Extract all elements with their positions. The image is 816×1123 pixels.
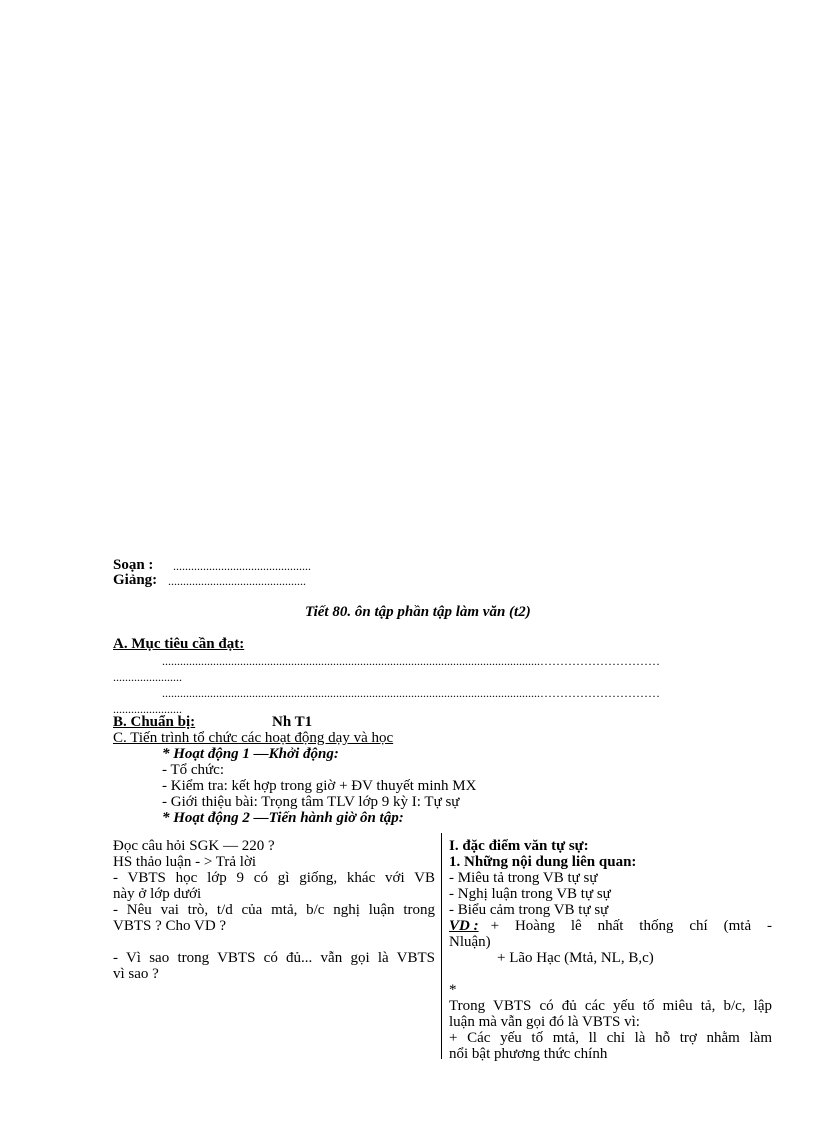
section-b-heading: B. Chuẩn bị: bbox=[113, 714, 196, 730]
section-a-line1-cont: ....................... bbox=[113, 670, 182, 684]
left-line-6: VBTS ? Cho VD ? bbox=[113, 918, 227, 934]
left-line-5: - Nêu vai trò, t/d của mtả, b/c nghị luận trong bbox=[113, 902, 435, 918]
soan-dots: .............................................. bbox=[173, 559, 311, 573]
right-line-6: Trong VBTS có đủ các yếu tố miêu tả, b/c, lập bbox=[449, 998, 772, 1014]
activity-1-item-2: - Kiểm tra: kết hợp trong giờ + ĐV thuyết minh MX bbox=[162, 778, 477, 794]
left-line-7: - Vì sao trong VBTS có đủ... vẫn gọi là VBTS bbox=[113, 950, 435, 966]
section-a-heading: A. Mục tiêu cần đạt: bbox=[113, 636, 245, 652]
right-line-4: Nluận) bbox=[449, 934, 491, 950]
section-a-line2-cont: ....................... bbox=[113, 702, 182, 716]
page-title: Tiết 80. ôn tập phần tập làm văn (t2) bbox=[305, 604, 531, 620]
section-b-note: Nh T1 bbox=[272, 714, 313, 730]
right-heading-1: I. đặc điểm văn tự sự: bbox=[449, 838, 589, 854]
right-star: * bbox=[449, 982, 457, 998]
activity-1-item-1: - Tổ chức: bbox=[162, 762, 224, 778]
vd-label: VD : bbox=[449, 918, 479, 934]
right-line-3: - Biểu cảm trong VB tự sự bbox=[449, 902, 609, 918]
left-column bbox=[113, 838, 435, 982]
section-c-heading: C. Tiến trình tổ chức các hoạt động dạy và học bbox=[113, 730, 394, 746]
section-a-line2: ..............................................................................................................................………………………… bbox=[162, 686, 660, 700]
left-line-2: HS thảo luận - > Trả lời bbox=[113, 854, 257, 870]
left-line-8: vì sao ? bbox=[113, 966, 159, 982]
right-line-5: + Lão Hạc (Mtả, NL, B,c) bbox=[497, 950, 654, 966]
column-divider bbox=[441, 833, 442, 1059]
left-line-1: Đọc câu hỏi SGK — 220 ? bbox=[113, 838, 275, 854]
section-a-line1: ..............................................................................................................................………………………… bbox=[162, 654, 660, 668]
activity-2-heading: * Hoạt động 2 —Tiến hành giờ ôn tập: bbox=[162, 810, 404, 826]
giang-label: Giảng: bbox=[113, 572, 158, 588]
right-line-8: + Các yếu tố mtả, ll chỉ là hỗ trợ nhằm làm bbox=[449, 1030, 772, 1046]
soan-label: Soạn : bbox=[113, 557, 154, 573]
activity-1-heading: * Hoạt động 1 —Khởi động: bbox=[162, 746, 339, 762]
right-line-1: - Miêu tả trong VB tự sự bbox=[449, 870, 598, 886]
right-line-7: luận mà vẫn gọi đó là VBTS vì: bbox=[449, 1014, 640, 1030]
right-heading-2: 1. Những nội dung liên quan: bbox=[449, 854, 637, 870]
vd-text: + Hoàng lê nhất thống chí (mtả - bbox=[490, 918, 772, 934]
giang-dots: .............................................. bbox=[168, 574, 306, 588]
activity-1-item-3: - Giới thiệu bài: Trọng tâm TLV lớp 9 kỳ I: Tự sự bbox=[162, 794, 460, 810]
left-line-3: - VBTS học lớp 9 có gì giống, khác với VB bbox=[113, 870, 435, 886]
right-line-9: nổi bật phương thức chính bbox=[449, 1046, 608, 1062]
right-column bbox=[449, 838, 772, 1062]
right-vd-line bbox=[449, 918, 772, 934]
right-line-2: - Nghị luận trong VB tự sự bbox=[449, 886, 611, 902]
left-line-4: này ở lớp dưới bbox=[113, 886, 202, 902]
